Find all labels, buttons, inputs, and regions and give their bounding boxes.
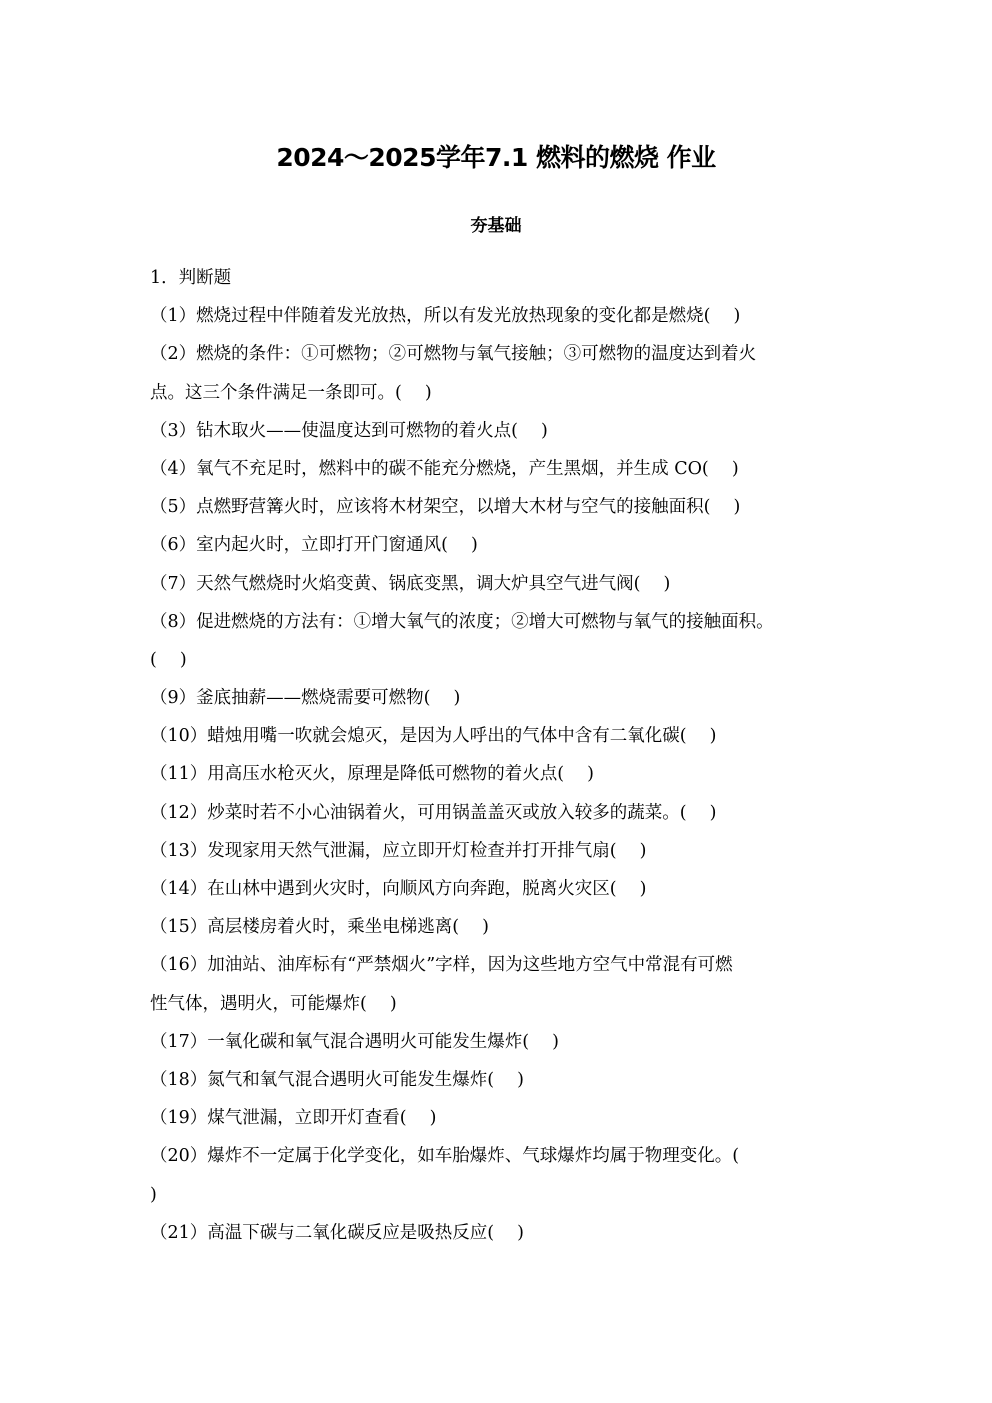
question-line: （15）高层楼房着火时，乘坐电梯逃离( ) <box>150 917 489 938</box>
question-content <box>150 259 850 1252</box>
question-line: （8）促进燃烧的方法有：①增大氧气的浓度；②增大可燃物与氧气的接触面积。 <box>150 611 774 632</box>
section-heading: 夯基础 <box>470 216 522 236</box>
question-line: ( ) <box>150 649 187 670</box>
question-line: （1）燃烧过程中伴随着发光放热，所以有发光放热现象的变化都是燃烧( ) <box>150 306 741 327</box>
question-line: （7）天然气燃烧时火焰变黄、锅底变黑，调大炉具空气进气阀( ) <box>150 573 671 594</box>
question-line: （4）氧气不充足时，燃料中的碳不能充分燃烧，产生黑烟，并生成 CO( ) <box>150 458 739 479</box>
question-line: （21）高温下碳与二氧化碳反应是吸热反应( ) <box>150 1222 524 1243</box>
question-line: ) <box>150 1184 157 1205</box>
question-line: （18）氮气和氧气混合遇明火可能发生爆炸( ) <box>150 1069 524 1090</box>
question-line: （17）一氧化碳和氧气混合遇明火可能发生爆炸( ) <box>150 1031 559 1052</box>
question-line: （14）在山林中遇到火灾时，向顺风方向奔跑，脱离火灾区( ) <box>150 879 647 899</box>
question-heading: 1．判断题 <box>150 268 232 288</box>
question-line: （10）蜡烛用嘴一吹就会熄灭，是因为人呼出的气体中含有二氧化碳( ) <box>150 726 717 747</box>
question-line: （5）点燃野营篝火时，应该将木材架空，以增大木材与空气的接触面积( ) <box>150 497 741 518</box>
question-line: （19）煤气泄漏，立即开灯查看( ) <box>150 1108 437 1129</box>
question-line: （2）燃烧的条件：①可燃物；②可燃物与氧气接触；③可燃物的温度达到着火 <box>150 344 757 365</box>
question-line: （11）用高压水枪灭火，原理是降低可燃物的着火点( ) <box>150 764 594 785</box>
question-line: （3）钻木取火——使温度达到可燃物的着火点( ) <box>150 420 548 441</box>
question-line: （6）室内起火时，立即打开门窗通风( ) <box>150 535 478 556</box>
question-line: （16）加油站、油库标有“严禁烟火”字样，因为这些地方空气中常混有可燃 <box>150 955 733 976</box>
question-line: 性气体，遇明火，可能爆炸( ) <box>150 993 397 1014</box>
page-title: 2024～2025学年7.1 燃料的燃烧 作业 <box>276 143 716 172</box>
question-line: （12）炒菜时若不小心油锅着火，可用锅盖盖灭或放入较多的蔬菜。( ) <box>150 802 717 823</box>
question-line: （20）爆炸不一定属于化学变化，如车胎爆炸、气球爆炸均属于物理变化。( <box>150 1146 740 1167</box>
question-line: （13）发现家用天然气泄漏，应立即开灯检查并打开排气扇( ) <box>150 840 647 861</box>
question-line: （9）釜底抽薪——燃烧需要可燃物( ) <box>150 688 461 709</box>
question-line: 点。这三个条件满足一条即可。( ) <box>150 382 432 403</box>
